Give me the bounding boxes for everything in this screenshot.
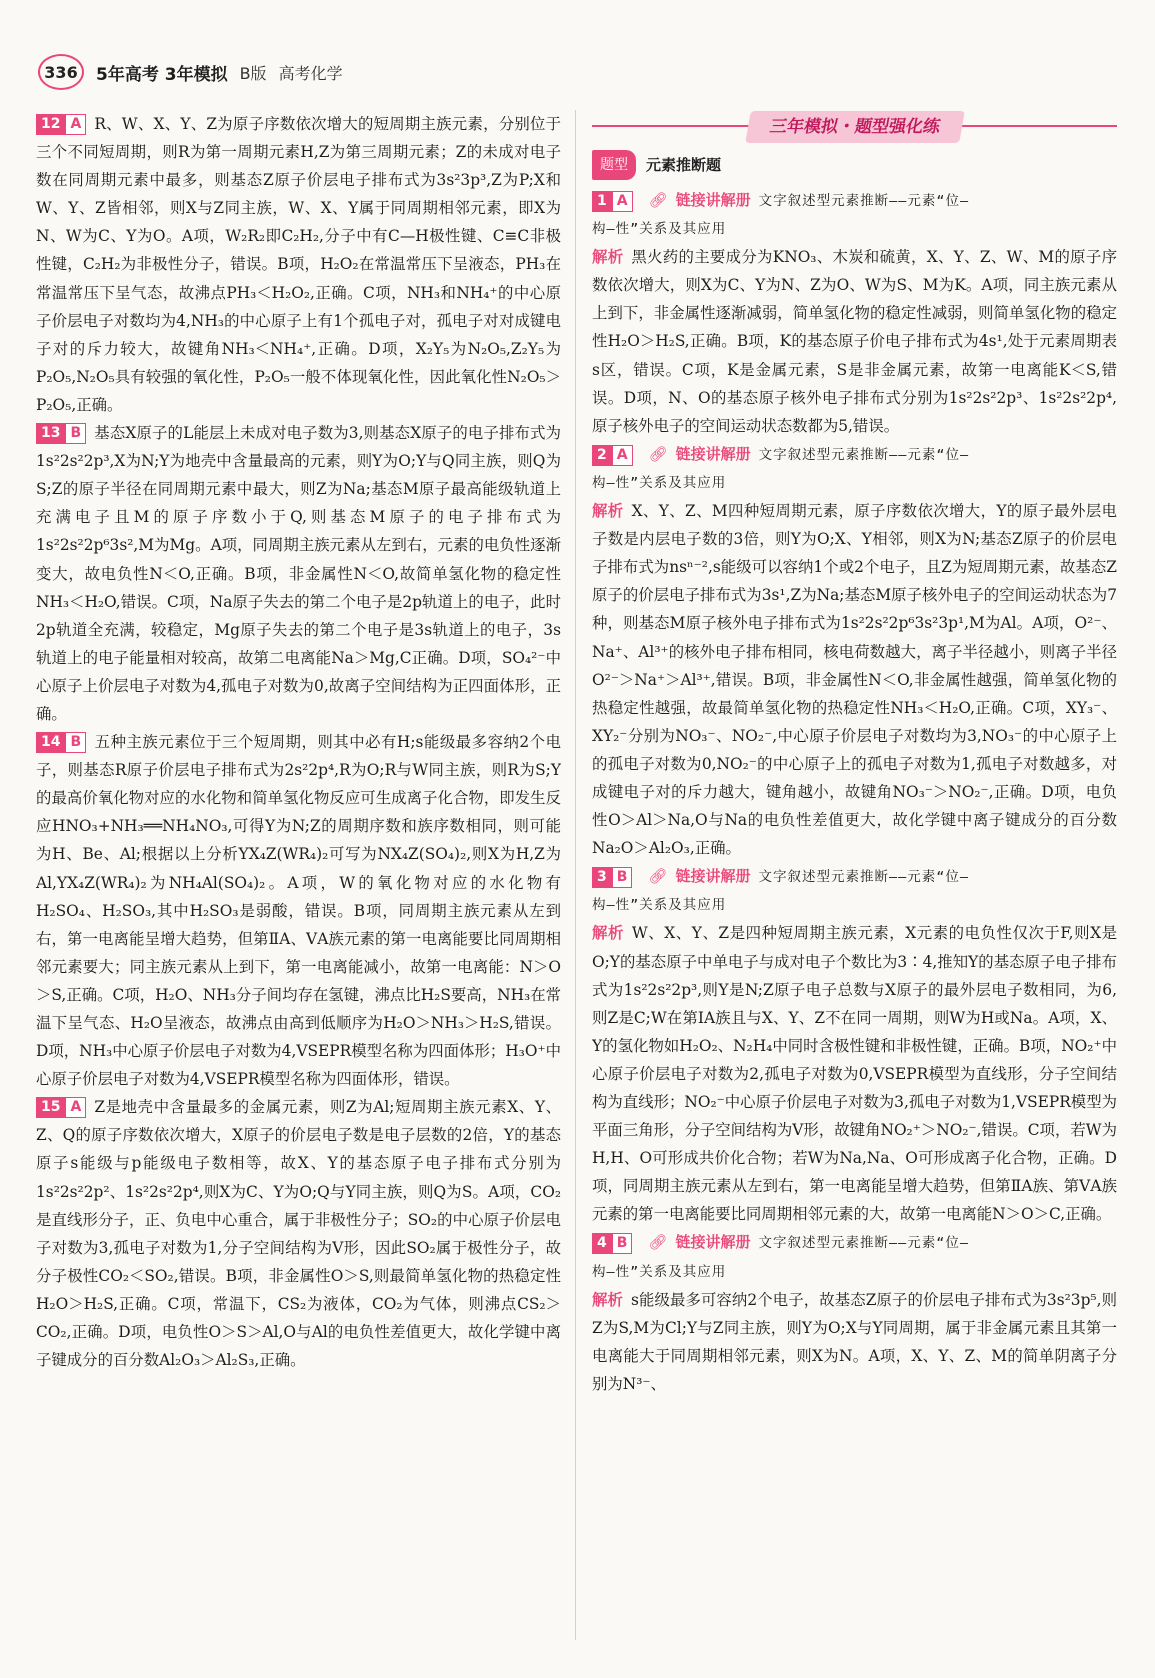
page-number: 336 <box>38 54 84 90</box>
question-badge <box>36 1097 86 1118</box>
question-number: 4 <box>592 1233 612 1254</box>
question-number: 2 <box>592 445 612 466</box>
question-badge <box>36 732 86 753</box>
answer-head <box>592 440 1117 469</box>
left-column <box>36 110 561 1650</box>
answer-letter: A <box>612 445 633 466</box>
jiexi-label: 解析 <box>592 924 624 943</box>
question-type: 文字叙述型元素推断——元素“位— <box>758 1235 969 1252</box>
answer-letter: A <box>65 1097 86 1118</box>
answer-head <box>592 1228 1117 1257</box>
question-badge <box>592 1233 632 1254</box>
link-label[interactable]: 链接讲解册 <box>675 444 751 463</box>
edition-label: B版 <box>239 63 267 83</box>
question-type-cont: 构—性”关系及其应用 <box>592 1263 727 1280</box>
banner-title: 三年模拟・题型强化练 <box>745 111 965 143</box>
answer-explanation: R、W、X、Y、Z为原子序数依次增大的短周期主族元素，分别位于三个不同短周期，则R为第一周期元素H,Z为第三周期元素；Z的未成对电子数在同周期元素中最多，则基态Z原子价层电子排布式为3s²3p³,Z为P;X和W、Y、Z皆相邻，则X与Z同主族，W、X、Y属于同周期相邻元素，即X为N、W为C、Y为O。A项，W₂R₂即C₂H₂,分子中有C—H极性键、C≡C非极性键，C₂H₂为非极性分子，错误。B项，H₂O₂在常温常压下呈液态，PH₃在常温常压下呈气态，故沸点PH₃＜H₂O₂,正确。C项，NH₃和NH₄⁺的中心原子价层电子对数均为4,NH₃的中心原子上有1个孤电子对，孤电子对对成键电子对的斥力较大，故键角NH₃＜NH₄⁺,正确。D项，X₂Y₅为N₂O₅,Z₂Y₅为P₂O₅,N₂O₅具有较强的氧化性，P₂O₅一般不体现氧化性，因此氧化性N₂O₅＞P₂O₅,正确。 <box>36 115 561 414</box>
question-badge <box>592 445 633 466</box>
link-icon: 🔗︎ <box>648 191 668 209</box>
link-label[interactable]: 链接讲解册 <box>675 1233 751 1252</box>
topic-row <box>592 150 1117 180</box>
question-type: 文字叙述型元素推断——元素“位— <box>758 193 970 209</box>
question-number: 14 <box>36 732 65 753</box>
link-icon: 🔗︎ <box>648 1233 668 1252</box>
question-number: 3 <box>592 867 612 888</box>
answer-letter: B <box>612 1233 633 1254</box>
answer-letter: B <box>65 423 86 444</box>
question-type-cont: 构—性”关系及其应用 <box>592 897 727 914</box>
answer-item <box>592 1228 1117 1398</box>
answer-item <box>592 186 1117 440</box>
answer-letter: B <box>612 867 633 888</box>
answer-head <box>592 186 1117 215</box>
answer-item <box>592 862 1117 1228</box>
answer-letter: B <box>65 732 86 753</box>
link-label[interactable]: 链接讲解册 <box>675 191 751 209</box>
answer-head <box>592 862 1117 891</box>
topic-tag: 题型 <box>592 150 636 180</box>
answer-explanation: s能级最多可容纳2个电子，故基态Z原子的价层电子排布式为3s²3p⁵,则Z为S,M为Cl;Y与Z同主族，则Y为O;X与Y同周期，属于非金属元素且其第一电离能大于同周期相邻元素，则X为N。A项，X、Y、Z、M的简单阴离子分别为N³⁻、 <box>592 1290 1117 1393</box>
jiexi-label: 解析 <box>592 248 624 267</box>
answer-explanation: X、Y、Z、M四种短周期元素，原子序数依次增大，Y的原子最外层电子数是内层电子数的3倍，则Y为O;X、Y相邻，则X为N;基态Z原子的价层电子排布式为nsⁿ⁻²,s能级可以容纳1个或2个电子，且Z为短周期元素，故基态Z原子的价层电子排布式为3s¹,Z为Na;基态M原子核外电子的空间运动状态为7种，则基态M原子核外电子排布式为1s²2s²2p⁶3s²3p¹,M为Al。A项，O²⁻、Na⁺、Al³⁺的核外电子排布相同，核电荷数越大，离子半径越小，则离子半径O²⁻＞Na⁺＞Al³⁺,错误。B项，非金属性N＜O,非金属性越强，简单氢化物的热稳定性越强，故最简单氢化物的热稳定性NH₃＜H₂O,正确。C项，XY₃⁻、XY₂⁻分别为NO₃⁻、NO₂⁻,中心原子价层电子对数均为3,NO₃⁻的中心原子上的孤电子对数为0,NO₂⁻的中心原子上的孤电子对数为1,孤电子对数越多，对成键电子对的斥力越大，键角越小，故键角NO₃⁻＞NO₂⁻,正确。D项，电负性O＞Al＞Na,O与Na的电负性差值更大，故化学键中离子键成分的百分数Na₂O＞Al₂O₃,正确。 <box>592 502 1117 858</box>
link-label[interactable]: 链接讲解册 <box>675 867 751 886</box>
column-divider <box>575 110 576 1640</box>
link-icon: 🔗︎ <box>648 867 668 886</box>
question-number: 1 <box>592 191 612 212</box>
question-badge <box>592 867 632 888</box>
answer-explanation: 黑火药的主要成分为KNO₃、木炭和硫黄，X、Y、Z、W、M的原子序数依次增大，则X为C、Y为N、Z为O、W为S、M为K。A项，同主族元素从上到下，非金属性逐渐减弱，简单氢化物的稳定性减弱，则简单氢化物的稳定性H₂O＞H₂S,正确。B项，K的基态原子价电子排布式为4s¹,处于元素周期表s区，错误。C项，K是金属元素，S是非金属元素，故第一电离能K＜S,错误。D项，N、O的基态原子核外电子排布式分别为1s²2s²2p³、1s²2s²2p⁴,原子核外电子的空间运动状态数都为5,错误。 <box>592 248 1117 435</box>
book-title: 5年高考 3年模拟 <box>96 64 228 85</box>
section-banner <box>592 110 1117 144</box>
page-header <box>38 52 1118 92</box>
answer-letter: A <box>612 191 633 212</box>
question-badge <box>36 114 86 135</box>
jiexi-label: 解析 <box>592 1290 623 1309</box>
question-number: 15 <box>36 1097 65 1118</box>
answer-item <box>36 110 561 419</box>
answer-item <box>592 440 1117 862</box>
question-type: 文字叙述型元素推断——元素“位— <box>758 869 969 886</box>
topic-name: 元素推断题 <box>646 155 722 174</box>
question-badge <box>592 191 633 212</box>
question-type: 文字叙述型元素推断——元素“位— <box>758 446 970 463</box>
question-badge <box>36 423 86 444</box>
answer-item <box>36 1093 561 1374</box>
link-icon: 🔗︎ <box>648 444 668 463</box>
answer-explanation: Z是地壳中含量最多的金属元素，则Z为Al;短周期主族元素X、Y、Z、Q的原子序数依次增大，X原子的价层电子数是电子层数的2倍，Y的基态原子s能级与p能级电子数相等，故X、Y的基态原子电子排布式分别为1s²2s²2p²、1s²2s²2p⁴,则X为C、Y为O;Q与Y同主族，则Q为S。A项，CO₂是直线形分子，正、负电中心重合，属于非极性分子；SO₂的中心原子价层电子对数为3,孤电子对数为1,分子空间结构为V形，因此SO₂属于极性分子，故分子极性CO₂＜SO₂,错误。B项，非金属性O＞S,则最简单氢化物的热稳定性H₂O＞H₂S,正确。C项，常温下，CS₂为液体，CO₂为气体，则沸点CS₂＞CO₂,正确。D项，电负性O＞S＞Al,O与Al的电负性差值更大，故化学键中离子键成分的百分数Al₂O₃＞Al₂S₃,正确。 <box>36 1098 561 1370</box>
question-number: 13 <box>36 423 65 444</box>
answer-item <box>36 728 561 1093</box>
answer-explanation: W、X、Y、Z是四种短周期主族元素，X元素的电负性仅次于F,则X是O;Y的基态原子中单电子与成对电子个数比为3∶4,推知Y的基态原子电子排布式为1s²2s²2p³,则Y是N;Z原子电子总数与X原子的最外层电子数相同，为6,则Z是C;W在第ⅠA族且与X、Y、Z不在同一周期，则W为H或Na。A项，X、Y的氢化物如H₂O₂、N₂H₄中同时含极性键和非极性键，正确。B项，NO₂⁺中心原子价层电子对数为2,孤电子对数为0,VSEPR模型为直线形，分子空间结构为直线形；NO₂⁻中心原子价层电子对数为3,孤电子对数为1,VSEPR模型为平面三角形，分子空间结构为V形，故键角NO₂⁺＞NO₂⁻,错误。C项，若W为H,H、O可形成共价化合物；若W为Na,Na、O可形成离子化合物，正确。D项，同周期主族元素从左到右，第一电离能呈增大趋势，但第ⅡA族、第ⅤA族元素的第一电离能要比同周期相邻元素的大，故第一电离能N＞O＞C,正确。 <box>592 924 1117 1224</box>
question-type-cont: 构—性”关系及其应用 <box>592 474 727 491</box>
jiexi-label: 解析 <box>592 502 624 521</box>
question-type-cont: 构—性”关系及其应用 <box>592 221 727 238</box>
answer-item <box>36 419 561 728</box>
subject-label: 高考化学 <box>278 63 343 83</box>
right-column <box>592 110 1117 1650</box>
answer-explanation: 五种主族元素位于三个短周期，则其中必有H;s能级最多容纳2个电子，则基态R原子价层电子排布式为2s²2p⁴,R为O;R与W同主族，则R为S;Y的最高价氧化物对应的水化物和简单氢化物反应可生成离子化合物，即发生反应HNO₃+NH₃══NH₄NO₃,可得Y为N;Z的周期序数和族序数相同，则可能为H、Be、Al;根据以上分析YX₄Z(WR₄)₂可写为NX₄Z(SO₄)₂,则X为H,Z为Al,YX₄Z(WR₄)₂为NH₄Al(SO₄)₂。A项，W的氧化物对应的水化物有H₂SO₄、H₂SO₃,其中H₂SO₃是弱酸，错误。B项，同周期主族元素从左到右，第一电离能呈增大趋势，但第ⅡA、ⅤA族元素的第一电离能要比同周期相邻元素要大；同主族元素从上到下，第一电离能减小，故第一电离能：N＞O＞S,正确。C项，H₂O、NH₃分子间均存在氢键，沸点比H₂S要高，NH₃在常温下呈气态、H₂O呈液态，故沸点由高到低顺序为H₂O＞NH₃＞H₂S,错误。D项，NH₃中心原子价层电子对数为4,VSEPR模型名称为四面体形；H₃O⁺中心原子价层电子对数为4,VSEPR模型名称为四面体形，错误。 <box>36 733 561 1089</box>
answer-letter: A <box>65 114 86 135</box>
question-number: 12 <box>36 114 65 135</box>
answer-explanation: 基态X原子的L能层上未成对电子数为3,则基态X原子的电子排布式为1s²2s²2p³,X为N;Y为地壳中含量最高的元素，则Y为O;Y与Q同主族，则Q为S;Z的原子半径在同周期元素中最大，则Z为Na;基态M原子最高能级轨道上充满电子且M的原子序数小于Q,则基态M原子的电子排布式为1s²2s²2p⁶3s²,M为Mg。A项，同周期主族元素从左到右，元素的电负性逐渐变大，故电负性N＜O,正确。B项，非金属性N＜O,故简单氢化物的稳定性NH₃＜H₂O,错误。C项，Na原子失去的第二个电子是2p轨道上的电子，此时2p轨道全充满，较稳定，Mg原子失去的第二个电子是3s轨道上的电子，3s轨道上的电子能量相对较高，故第二电离能Na＞Mg,C正确。D项，SO₄²⁻中心原子上价层电子对数为4,孤电子对数为0,故离子空间结构为正四面体形，正确。 <box>36 424 561 723</box>
